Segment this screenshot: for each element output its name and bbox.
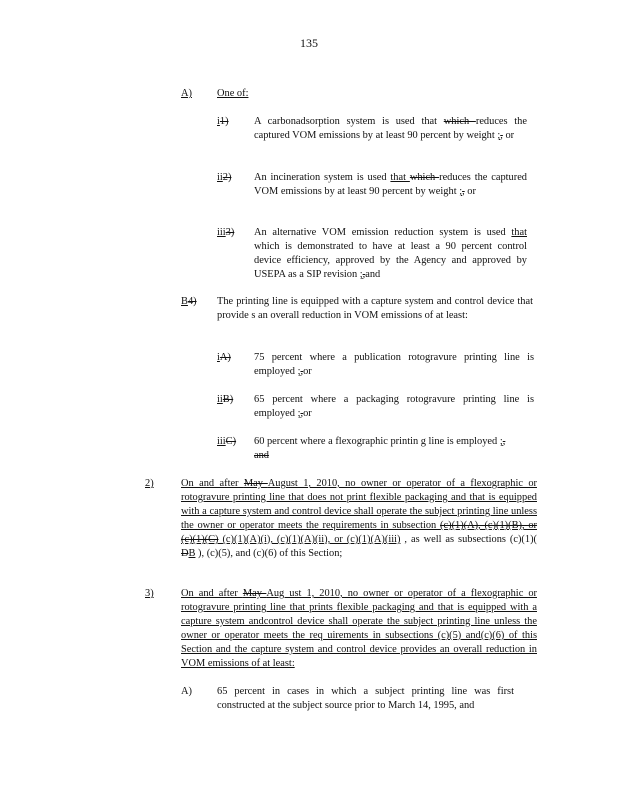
item-iii-text <box>254 226 527 282</box>
item-b-ii-or: or <box>303 408 312 419</box>
item-b-ii-new-number: ii <box>217 394 223 405</box>
item-b-iii-old-letter: C) <box>225 436 237 447</box>
item-i-deleted-which: which <box>443 116 476 127</box>
item-i-text-part: reduces the captured VOM emissions by at least 90 percent by weight <box>254 116 527 141</box>
item-ii-new-number: ii <box>217 172 223 183</box>
item-ii-old-number: 2) <box>222 172 232 183</box>
subsection-2-deleted-d: D <box>181 548 189 559</box>
item-i-text <box>254 115 527 143</box>
subsection-2-inserted-b: B <box>188 548 196 559</box>
subsection-2-text-part: ), (c)(5), and (c)(6) of this Section; <box>195 548 343 559</box>
item-b-ii-old-letter: B) <box>222 394 234 405</box>
item-ii-deleted-comma: , <box>462 186 465 197</box>
item-b-ii-text-part: 65 percent where a packaging rotogravure printing line is employed <box>254 394 534 419</box>
item-ii-inserted-that: that <box>390 172 410 183</box>
item-iii-old-number: 3) <box>225 227 235 238</box>
item-b-iii-label <box>217 435 236 449</box>
subsection-3-text-part: Aug ust 1, 2010, no owner or operator of a flexographic or rotogravure printing line that prints flexible packaging and that is equipped with a capture system andcontrol device shall operate the subject printing line unless the owner or operator meets the req uirements in subsections (c)(5) and(c)(6) of this Section and the capture system and control device provides an overall reduction in VOM emissions of at least: <box>181 588 537 669</box>
subsection-2-deleted-references: (c)(1)(A), (c)(1)(B), or (c)(1)(C) <box>181 520 538 545</box>
subsection-2-text-part: On and after <box>181 478 244 489</box>
subsection-3a-label: A) <box>181 686 192 697</box>
subsection-3-text-part: On and after <box>181 588 243 599</box>
item-b-i-text-part: 75 percent where a publication rotogravure printing line is employed <box>254 352 534 377</box>
subsection-3-label: 3) <box>145 588 154 599</box>
item-ii-or: or <box>464 186 476 197</box>
item-ii-text-part: An incineration system is used <box>254 172 391 183</box>
item-ii-text-part: reduces the captured VOM emissions by at least 90 percent by weight <box>254 172 528 197</box>
page-number: 135 <box>300 36 318 50</box>
item-b-ii-text <box>254 393 534 421</box>
subsection-b-label <box>181 295 197 309</box>
item-b-iii-text-part: 60 percent where a flexographic printin g line is employed <box>254 436 500 447</box>
subsection-a-label: A) <box>181 88 192 99</box>
subsection-3a-text: 65 percent in cases in which a subject printing line was first constructed at the subject source prior to March 14, 1995, and <box>217 686 514 711</box>
item-b-i-new-number: i <box>217 352 220 363</box>
item-b-ii-label <box>217 393 233 407</box>
subsection-3-text <box>181 587 537 671</box>
item-b-ii-deleted-comma: , <box>300 408 304 419</box>
item-i-new-number: i <box>217 116 220 127</box>
subsection-b-new-letter: B <box>181 296 188 307</box>
item-iii-deleted-comma: , <box>362 269 366 280</box>
item-b-iii-inserted-semicolon: ; <box>499 436 503 447</box>
item-b-iii-new-number: iii <box>217 436 226 447</box>
item-b-i-text <box>254 351 534 379</box>
item-i-old-number: 1) <box>219 116 229 127</box>
subsection-3-deleted-may: May <box>242 588 267 599</box>
subsection-a-heading: One of: <box>217 88 249 99</box>
item-b-ii-inserted-semicolon: ; <box>297 408 301 419</box>
item-ii-inserted-semicolon: ; <box>459 186 463 197</box>
item-iii-label <box>217 226 234 240</box>
item-b-iii-text <box>254 435 534 463</box>
subsection-2-text-part: August 1, 2010, no owner or operator of a flexographic or rotogravure printing line that does not print flexible packaging and that is equipped with a capture system and control device shall operate the subject printing line unless the owner or operator meets the requirements in subsection <box>181 478 537 531</box>
item-b-iii-deleted-comma: , <box>502 436 506 447</box>
item-b-iii-deleted-and: and <box>254 450 270 461</box>
item-iii-text-part: An alternative VOM emission reduction system is used <box>254 227 512 238</box>
item-b-i-label <box>217 351 231 365</box>
item-ii-deleted-which: which <box>409 172 440 183</box>
subsection-2-text-part: , as well as subsections (c)(1)( <box>400 534 537 545</box>
item-iii-inserted-semicolon: ; <box>359 269 363 280</box>
subsection-2-label: 2) <box>145 478 154 489</box>
item-iii-new-number: iii <box>217 227 226 238</box>
item-i-text-part: A carbonadsorption system is used that <box>254 116 444 127</box>
item-ii-text <box>254 171 527 199</box>
subsection-2-text <box>181 477 537 561</box>
item-b-i-deleted-comma: , <box>300 366 304 377</box>
subsection-2-inserted-references: (c)(1)(A)(i), (c)(1)(A)(ii), or (c)(1)(A)(iii) <box>222 534 401 545</box>
subsection-2-deleted-may: May <box>243 478 268 489</box>
item-i-label <box>217 115 229 129</box>
item-b-i-inserted-semicolon: ; <box>297 366 301 377</box>
item-i-inserted-semicolon: ; <box>497 130 501 141</box>
item-iii-inserted-that: that <box>511 227 527 238</box>
item-b-i-or: or <box>303 366 312 377</box>
item-i-or: or <box>502 130 515 141</box>
subsection-b-old-number: 4) <box>187 296 197 307</box>
item-b-i-old-letter: A) <box>219 352 231 363</box>
item-iii-text-part: which is demonstrated to have at least a 90 percent control device efficiency, approved by the Agency and approved by USEPA as a SIP revision <box>254 241 527 280</box>
subsection-b-text: The printing line is equipped with a capture system and control device that provide s an overall reduction in VOM emissions of at least: <box>217 296 533 321</box>
item-ii-label <box>217 171 231 185</box>
item-iii-and: and <box>365 269 381 280</box>
item-i-deleted-comma: , <box>500 130 503 141</box>
